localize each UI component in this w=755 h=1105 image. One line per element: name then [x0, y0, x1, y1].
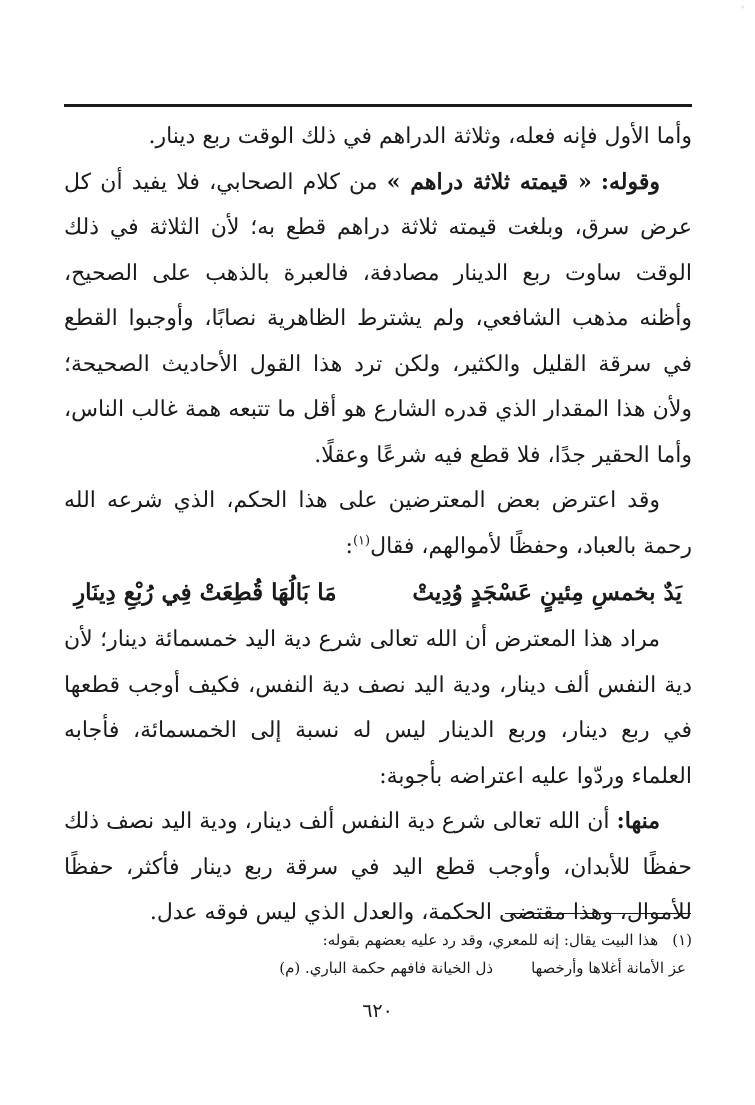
paragraph-5 [64, 799, 692, 936]
paragraph-4: مراد هذا المعترض أن الله تعالى شرع دية اليد خمسمائة دينار؛ لأن دية النفس ألف دينار، ودية اليد نصف دية النفس، فكيف أوجب قطعها في ربع دينار، وربع الدينار ليس له نسبة إلى الخمسمائة، فأجابه العلماء وردّوا عليه اعتراضه بأجوبة: [64, 627, 692, 789]
page-corner-mark: ◦ [740, 3, 745, 12]
footnote-ref[interactable]: (١) [352, 533, 371, 549]
header-rule [64, 104, 692, 107]
paragraph-2 [64, 160, 692, 479]
footnote-number: (١) [672, 931, 692, 949]
footnotes [64, 926, 692, 982]
paragraph-5-text: أن الله تعالى شرع دية النفس ألف دينار، ودية اليد نصف ذلك حفظًا للأبدان، وأوجب قطع اليد في سرقة ربع دينار فأكثر، حفظًا للأموال، وهذا مقتضى الحكمة، والعدل الذي ليس فوقه عدل. [64, 809, 692, 925]
paragraph-3-colon: : [345, 533, 353, 559]
paragraph-1: وأما الأول فإنه فعله، وثلاثة الدراهم في ذلك الوقت ربع دينار. [148, 124, 692, 149]
page-number: ٦٢٠ [362, 1000, 393, 1022]
footnote-verse-second: ذل الخيانة فافهم حكمة الباري. (م) [279, 959, 494, 977]
paragraph-2-text: من كلام الصحابي، فلا يفيد أن كل عرض سرق، وبلغت قيمته ثلاثة دراهم قطع به؛ لأن الثلاثة في ذلك الوقت ساوت ربع الدينار مصادفة، فالعبرة بالذهب على الصحيح، وأظنه مذهب الشافعي، ولم يشترط الظاهرية نصابًا، وأوجبوا القطع في سرقة القليل والكثير، ولكن ترد هذا القول الأحاديث الصحيحة؛ ولأن هذا المقدار الذي قدره الشارع هو أقل ما تتبعه همة غالب الناس، وأما الحقير جدًا، فلا قطع فيه شرعًا وعقلًا. [64, 169, 692, 468]
footnote-text: هذا البيت يقال: إنه للمعري، وقد رد عليه بعضهم بقوله: [322, 931, 659, 949]
bold-lead: وقوله: [600, 168, 660, 195]
footnote-verse-first: عز الأمانة أغلاها وأرخصها [531, 959, 686, 977]
paragraph-3 [64, 478, 692, 569]
verse-second-hemistich: مَا بَالُهَا قُطِعَتْ فِي رُبْعِ دِينَارِ [74, 579, 337, 606]
paragraph-3-text: وقد اعترض بعض المعترضين على هذا الحكم، الذي شرعه الله رحمة بالعباد، وحفظًا لأموالهم، فقال [64, 488, 692, 559]
footnote-rule [505, 913, 691, 914]
verse-first-hemistich: يَدٌ بخمسِ مِئينٍ عَسْجَدٍ وُدِيتْ [412, 579, 682, 606]
bold-lead-2: منها: [616, 808, 661, 834]
footnote-1 [64, 926, 692, 954]
hadith-quote: « قيمته ثلاثة دراهم » [386, 168, 592, 195]
footnote-verse [64, 954, 692, 982]
main-text [64, 114, 692, 936]
poem-verse [64, 569, 692, 617]
